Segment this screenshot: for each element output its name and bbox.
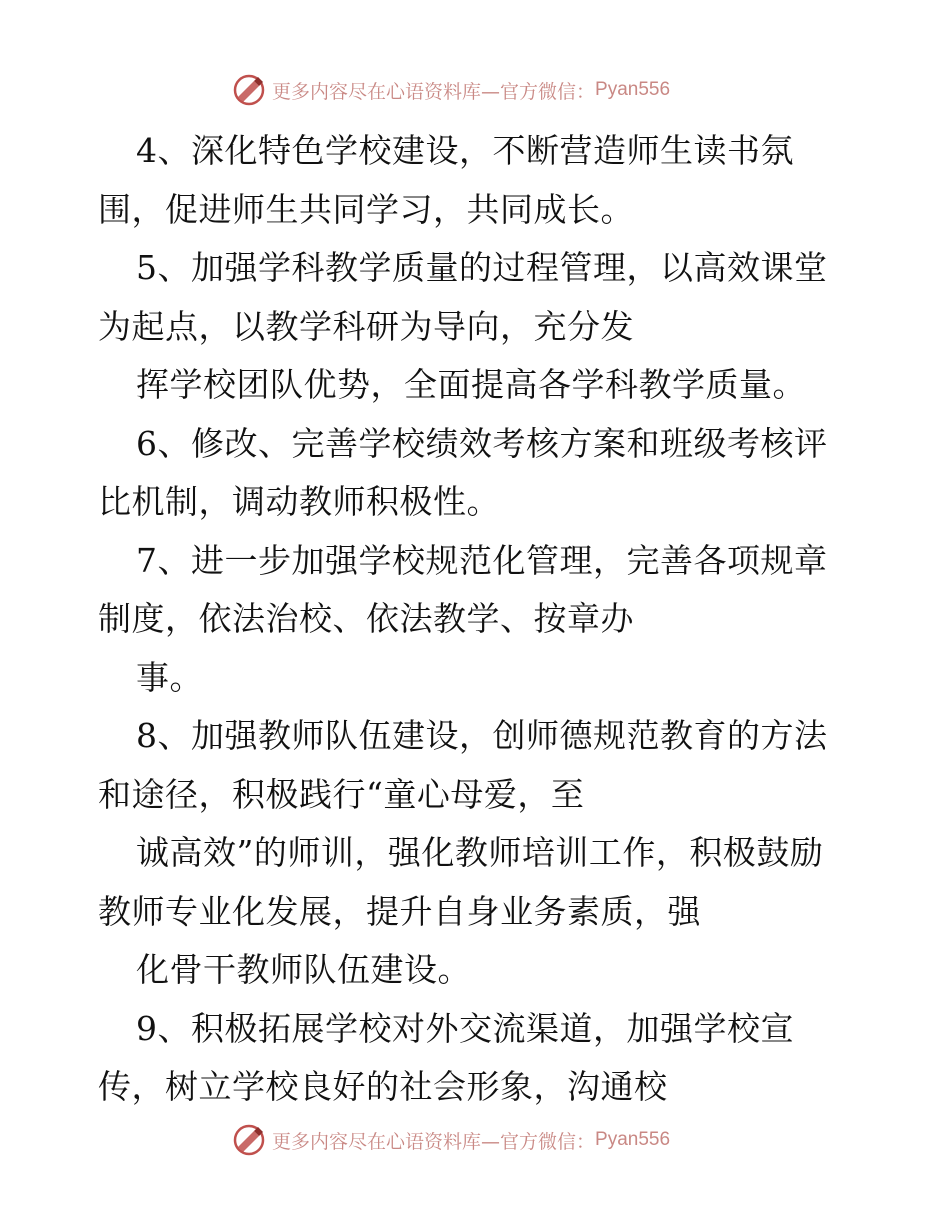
text-line: 化骨干教师队伍建设。 (136, 950, 471, 989)
text-line: 4、深化特色学校建设，不断营造师生读书氛 (136, 131, 794, 170)
text-line: 5、加强学科教学质量的过程管理，以高效课堂 (136, 248, 828, 287)
logo-icon (232, 73, 266, 107)
text-line: 教师专业化发展，提升自身业务素质，强 (98, 891, 701, 931)
watermark-text: 更多内容尽在心语资料库—官方微信： (272, 1130, 596, 1153)
text-line: 诚高效”的师训，强化教师培训工作，积极鼓励 (136, 833, 824, 872)
text-line: 7、进一步加强学校规范化管理，完善各项规章 (136, 540, 828, 580)
watermark-text: 更多内容尽在心语资料库—官方微信： (272, 80, 596, 103)
text-line: 事。 (136, 657, 203, 697)
text-line: 比机制，调动教师积极性。 (98, 482, 500, 521)
watermark-wechat-id: Pyan556 (595, 1129, 671, 1150)
logo-icon (232, 1123, 266, 1157)
watermark-footer (232, 1122, 670, 1158)
text-line: 制度，依法治校、依法教学、按章办 (98, 599, 634, 638)
text-line: 8、加强教师队伍建设，创师德规范教育的方法 (136, 716, 828, 755)
text-line: 围，促进师生共同学习，共同成长。 (98, 189, 634, 229)
text-line: 9、积极拓展学校对外交流渠道，加强学校宣 (136, 1008, 794, 1048)
text-line: 为起点，以教学科研为导向，充分发 (98, 306, 634, 346)
text-line: 6、修改、完善学校绩效考核方案和班级考核评 (136, 423, 828, 463)
document-body (98, 122, 878, 1117)
text-line: 挥学校团队优势，全面提高各学科教学质量。 (136, 365, 806, 404)
watermark-header (232, 72, 670, 108)
watermark-wechat-id: Pyan556 (595, 79, 671, 100)
text-line: 传，树立学校良好的社会形象，沟通校 (98, 1067, 668, 1106)
text-line: 和途径，积极践行“童心母爱，至 (98, 774, 585, 814)
